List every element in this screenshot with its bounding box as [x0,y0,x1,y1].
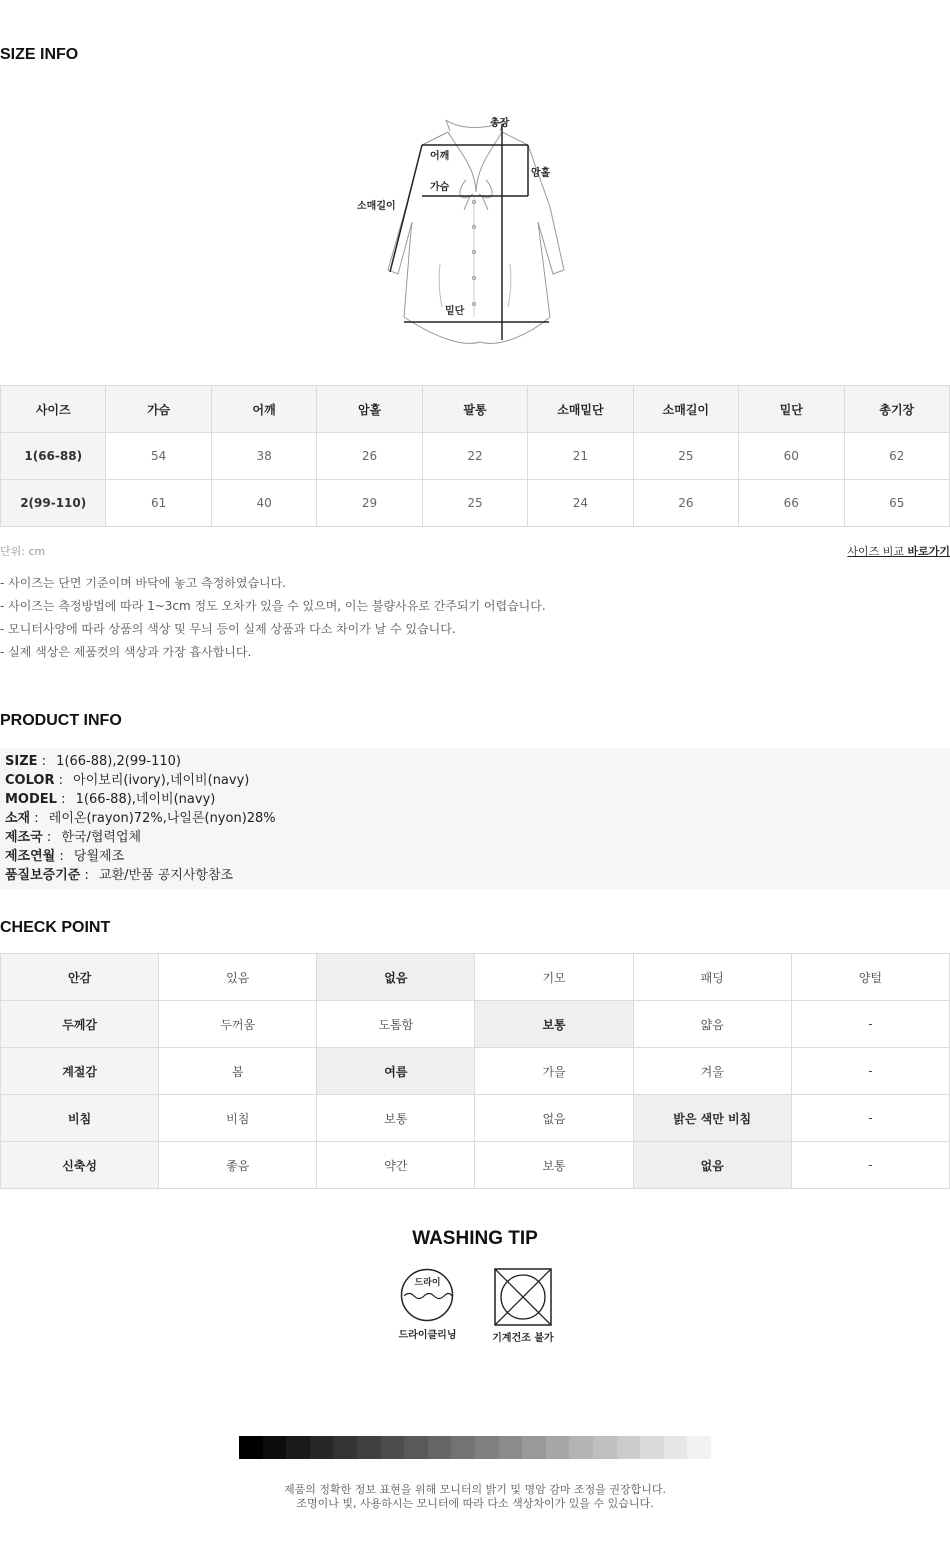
note-item: - 사이즈는 단면 기준이며 바닥에 놓고 측정하였습니다. [0,576,287,590]
check-option: 겨울 [633,1048,791,1095]
grayscale-swatch [617,1436,641,1459]
info-row-model: MODEL : 1(66-88),네이비(navy) [5,792,216,807]
check-option-selected: 보통 [475,1001,633,1048]
check-row-label: 신축성 [1,1142,159,1189]
check-option: 약간 [317,1142,475,1189]
info-row-material: 소재 : 레이온(rayon)72%,나일론(nyon)28% [5,811,276,826]
check-row-label: 안감 [1,954,159,1001]
check-row [1,1001,950,1048]
note-item: - 사이즈는 측정방법에 따라 1~3cm 정도 오차가 있을 수 있으며, 이는 불량사유로 간주되기 어렵습니다. [0,599,546,613]
info-value: 아이보리(ivory),네이비(navy) [73,773,250,788]
check-option: 기모 [475,954,633,1001]
note-item: - 실제 색상은 제품컷의 색상과 가장 흡사합니다. [0,645,252,659]
grayscale-swatch [593,1436,617,1459]
header-total-length: 총기장 [844,386,950,433]
table-row [1,433,950,480]
grayscale-swatch [451,1436,475,1459]
grayscale-swatch [357,1436,381,1459]
check-option: 봄 [159,1048,317,1095]
grayscale-swatch [333,1436,357,1459]
grayscale-swatch [263,1436,287,1459]
grayscale-swatch [475,1436,499,1459]
header-armhole: 암홀 [317,386,422,433]
info-value: 교환/반품 공지사항참조 [99,868,234,883]
check-row-label: 계절감 [1,1048,159,1095]
hem-label: 밑단 [445,306,465,317]
table-cell: 22 [422,433,527,480]
dry-clean-label: 드라이클리닝 [398,1330,457,1341]
footer-line-2: 조명이나 빛, 사용하시는 모니터에 따라 다소 색상차이가 있을 수 있습니다. [296,1497,654,1510]
table-cell: 25 [422,480,527,527]
check-option: 있음 [159,954,317,1001]
table-cell: 26 [317,433,422,480]
grayscale-swatch [687,1436,711,1459]
info-row-warranty: 품질보증기준 : 교환/반품 공지사항참조 [5,868,234,883]
info-value: 한국/협력업체 [61,830,142,845]
table-cell: 21 [528,433,633,480]
grayscale-swatch [546,1436,570,1459]
check-option-selected: 밝은 색만 비침 [633,1095,791,1142]
info-row-manufacture-date: 제조연월 : 당월제조 [5,849,125,864]
check-option: 도톰함 [317,1001,475,1048]
check-option: 양털 [791,954,949,1001]
grayscale-swatch [381,1436,405,1459]
check-option: - [791,1001,949,1048]
table-cell: 38 [211,433,316,480]
armhole-label: 암홀 [531,168,551,179]
check-option: - [791,1142,949,1189]
note-item: - 모니터사양에 따라 상품의 색상 및 무늬 등이 실제 상품과 다소 차이가 날 수 있습니다. [0,622,456,636]
check-option: 비침 [159,1095,317,1142]
check-option: - [791,1095,949,1142]
table-cell: 26 [633,480,738,527]
size-info-title: SIZE INFO [0,46,79,63]
check-option-selected: 없음 [317,954,475,1001]
product-info-title: PRODUCT INFO [0,712,122,729]
table-cell: 25 [633,433,738,480]
size-compare-bold: 바로가기 [907,545,950,558]
check-row [1,1095,950,1142]
grayscale-swatch [310,1436,334,1459]
table-cell: 40 [211,480,316,527]
info-row-size: SIZE : 1(66-88),2(99-110) [5,754,181,769]
header-shoulder: 어깨 [211,386,316,433]
info-label: 제조연월 [5,849,56,864]
size-compare-link[interactable] [847,543,950,559]
check-point-title: CHECK POINT [0,919,111,936]
header-arm-width: 팔통 [422,386,527,433]
size-table-header-row [1,386,950,433]
sleeve-length-label: 소매길이 [357,201,396,212]
table-cell: 60 [739,433,844,480]
grayscale-swatch [640,1436,664,1459]
check-row [1,954,950,1001]
check-row-label: 두께감 [1,1001,159,1048]
grayscale-swatch [522,1436,546,1459]
grayscale-swatch [239,1436,263,1459]
header-size: 사이즈 [1,386,106,433]
unit-note: 단위: cm [0,545,46,558]
grayscale-calibration-bar [239,1436,711,1459]
check-row [1,1048,950,1095]
header-cuff: 소매밑단 [528,386,633,433]
check-option-selected: 없음 [633,1142,791,1189]
check-point-table [0,953,950,1189]
table-cell: 62 [844,433,950,480]
chest-label: 가슴 [430,182,450,193]
header-chest: 가슴 [106,386,211,433]
table-cell: 66 [739,480,844,527]
size-cell: 2(99-110) [1,480,106,527]
check-option: 보통 [475,1142,633,1189]
info-label: SIZE [5,754,38,769]
info-value: 1(66-88),2(99-110) [56,754,181,769]
info-row-color: COLOR : 아이보리(ivory),네이비(navy) [5,773,250,788]
table-cell: 65 [844,480,950,527]
shoulder-label: 어깨 [430,151,450,162]
grayscale-swatch [428,1436,452,1459]
check-option: 가을 [475,1048,633,1095]
garment-diagram [350,112,600,357]
info-label: COLOR [5,773,55,788]
size-notes [0,575,546,667]
table-cell: 24 [528,480,633,527]
table-row [1,480,950,527]
check-row-label: 비침 [1,1095,159,1142]
total-length-label: 총장 [490,118,510,129]
no-tumble-dry-label: 기계건조 불가 [492,1333,554,1344]
size-cell: 1(66-88) [1,433,106,480]
info-value: 1(66-88),네이비(navy) [75,792,216,807]
grayscale-swatch [569,1436,593,1459]
check-option: 패딩 [633,954,791,1001]
grayscale-swatch [499,1436,523,1459]
table-cell: 61 [106,480,211,527]
table-cell: 54 [106,433,211,480]
check-option: - [791,1048,949,1095]
size-table [0,385,950,527]
info-label: 품질보증기준 [5,868,81,883]
dry-clean-icon-text: 드라이 [414,1278,441,1288]
washing-tip-title: WASHING TIP [412,1228,538,1249]
check-row [1,1142,950,1189]
info-label: MODEL [5,792,57,807]
info-value: 레이온(rayon)72%,나일론(nyon)28% [48,811,276,826]
info-label: 소재 [5,811,31,826]
info-row-origin: 제조국 : 한국/협력업체 [5,830,142,845]
check-option: 보통 [317,1095,475,1142]
product-info-box [0,748,950,889]
size-compare-prefix: 사이즈 비교 [847,545,908,558]
check-option: 없음 [475,1095,633,1142]
info-value: 당월제조 [73,849,125,864]
dress-illustration [350,112,600,357]
header-sleeve-length: 소매길이 [633,386,738,433]
check-option-selected: 여름 [317,1048,475,1095]
grayscale-swatch [286,1436,310,1459]
no-tumble-dry-icon [494,1268,552,1330]
footer-line-1: 제품의 정확한 정보 표현을 위해 모니터의 밝기 및 명암 감마 조정을 권장합니다. [284,1483,666,1496]
check-option: 얇음 [633,1001,791,1048]
check-option: 두꺼움 [159,1001,317,1048]
header-hem: 밑단 [739,386,844,433]
grayscale-swatch [404,1436,428,1459]
check-option: 좋음 [159,1142,317,1189]
table-cell: 29 [317,480,422,527]
info-label: 제조국 [5,830,43,845]
grayscale-swatch [664,1436,688,1459]
